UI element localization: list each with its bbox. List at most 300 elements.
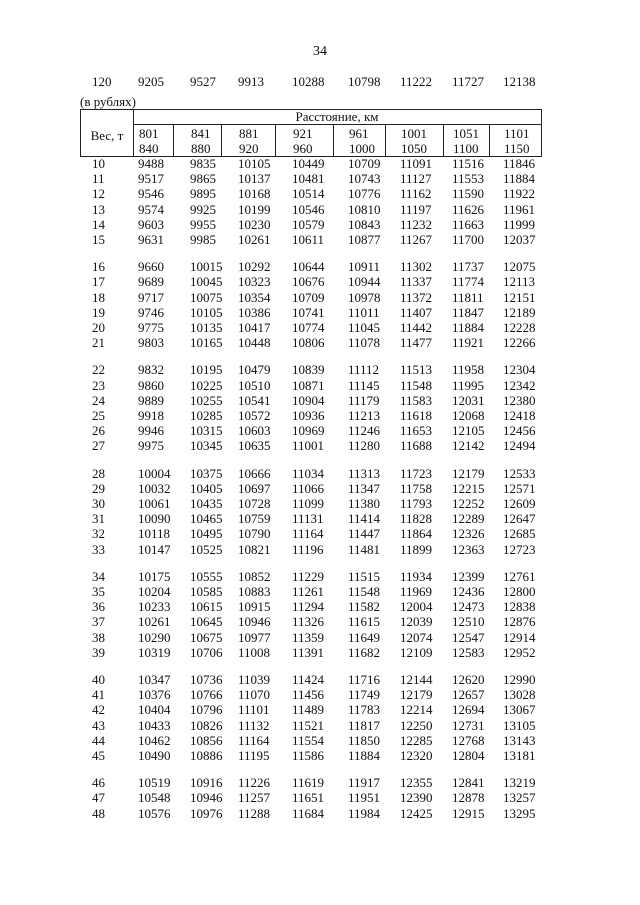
price-cell: 12915 — [452, 805, 485, 821]
price-cell: 10555 — [190, 568, 223, 584]
price-cell: 10075 — [190, 289, 223, 305]
table-row — [0, 790, 640, 806]
price-cell: 12179 — [452, 465, 485, 481]
price-cell: 12113 — [503, 274, 536, 290]
price-cell: 9546 — [138, 186, 164, 202]
price-cell: 11145 — [348, 377, 380, 393]
price-cell: 11749 — [348, 687, 381, 703]
price-cell: 11359 — [292, 629, 325, 645]
weight-cell: 11 — [92, 171, 105, 187]
price-cell: 12031 — [452, 392, 485, 408]
price-cell: 10354 — [238, 289, 271, 305]
price-cell: 11261 — [292, 584, 325, 599]
weight-cell: 21 — [92, 335, 105, 351]
range-to: 1100 — [453, 141, 479, 156]
price-cell: 13181 — [503, 748, 536, 763]
table-header — [80, 109, 542, 157]
price-cell: 11828 — [400, 511, 433, 527]
price-cell: 10490 — [138, 748, 171, 763]
price-cell: 11684 — [292, 805, 325, 821]
price-cell: 9925 — [190, 201, 216, 217]
price-cell: 11280 — [348, 438, 381, 454]
price-cell: 11864 — [400, 526, 433, 542]
table-row — [0, 408, 640, 424]
price-cell: 10465 — [190, 511, 223, 527]
price-cell: 12800 — [503, 584, 536, 599]
price-cell: 10644 — [292, 259, 325, 275]
distance-range-header — [349, 126, 375, 156]
price-cell: 12456 — [503, 423, 536, 439]
range-from: 921 — [293, 126, 313, 141]
price-cell: 10147 — [138, 541, 171, 557]
price-cell: 10204 — [138, 584, 171, 599]
price-cell: 10904 — [292, 392, 325, 408]
table-row — [0, 171, 640, 187]
price-cell: 11521 — [292, 717, 325, 733]
price-cell: 10976 — [190, 805, 223, 821]
table-row — [0, 232, 640, 248]
price-cell: 11489 — [292, 702, 325, 718]
price-cell: 12657 — [452, 687, 485, 703]
price-cell: 11515 — [348, 568, 381, 584]
range-to: 920 — [239, 141, 259, 156]
price-cell: 10118 — [138, 526, 171, 542]
price-cell: 11347 — [348, 480, 381, 496]
weight-header: Вес, т — [90, 128, 124, 143]
price-cell: 11078 — [348, 335, 381, 351]
price-cell: 9835 — [190, 156, 216, 171]
price-cell: 11257 — [238, 790, 271, 806]
continued-table-row — [0, 74, 640, 90]
price-cell: 11758 — [400, 480, 433, 496]
price-cell: 9603 — [138, 216, 164, 232]
table-row — [0, 733, 640, 749]
price-cell: 10741 — [292, 304, 325, 320]
price-cell: 10261 — [138, 614, 171, 630]
price-cell: 10852 — [238, 568, 271, 584]
price-cell: 10706 — [190, 644, 223, 660]
weight-cell: 47 — [92, 790, 105, 806]
price-cell: 12731 — [452, 717, 485, 733]
price-cell: 11066 — [292, 480, 325, 496]
price-cell: 10944 — [348, 274, 381, 290]
price-cell: 10375 — [190, 465, 223, 481]
price-cell: 12694 — [452, 702, 485, 718]
price-cell: 12004 — [400, 599, 433, 615]
price-cell: 12494 — [503, 438, 536, 454]
price-cell: 12075 — [503, 259, 536, 275]
table-row — [0, 290, 640, 306]
price-cell: 10137 — [238, 171, 271, 187]
price-cell: 11583 — [400, 392, 433, 408]
price-cell: 10728 — [238, 496, 271, 511]
table-row — [0, 496, 640, 512]
price-cell: 10776 — [348, 186, 381, 202]
price-cell: 9832 — [138, 362, 164, 378]
price-cell: 10936 — [292, 408, 325, 423]
price-cell: 9775 — [138, 320, 164, 335]
distance-range-header — [401, 126, 427, 156]
price-cell: 9889 — [138, 392, 164, 408]
weight-cell: 17 — [92, 274, 105, 290]
price-cell: 10525 — [190, 541, 223, 557]
price-cell: 12876 — [503, 614, 536, 630]
price-cell: 10175 — [138, 568, 171, 584]
price-cell: 10449 — [292, 156, 325, 171]
column-separator — [385, 124, 386, 156]
price-cell: 10675 — [190, 629, 223, 645]
price-cell: 11516 — [452, 156, 485, 171]
price-cell: 11442 — [400, 320, 433, 335]
price-cell: 11001 — [292, 438, 325, 454]
table-row — [0, 806, 640, 822]
column-separator — [333, 124, 334, 156]
price-cell: 10611 — [292, 232, 325, 247]
price-cell: 10676 — [292, 274, 325, 290]
price-cell: 12252 — [452, 496, 485, 511]
price-cell: 11934 — [400, 568, 433, 584]
price-cell: 11553 — [452, 171, 485, 187]
price-cell: 10978 — [348, 289, 381, 305]
price-cell: 11548 — [400, 377, 433, 393]
price-cell: 10603 — [238, 423, 271, 439]
table-row — [0, 423, 640, 439]
price-cell: 12068 — [452, 408, 485, 423]
price-cell: 10255 — [190, 392, 223, 408]
price-cell: 11783 — [348, 702, 381, 718]
price-cell: 10548 — [138, 790, 171, 806]
price-cell: 10285 — [190, 408, 223, 423]
price-cell: 10045 — [190, 274, 223, 290]
price-cell: 10821 — [238, 541, 271, 557]
table-row — [0, 775, 640, 791]
price-cell: 11447 — [348, 526, 381, 542]
weight-cell: 46 — [92, 775, 105, 791]
range-from: 841 — [191, 126, 211, 141]
price-cell: 10806 — [292, 335, 325, 351]
price-cell: 10635 — [238, 438, 271, 454]
price-cell: 11688 — [400, 438, 433, 454]
price-cell: 11197 — [400, 201, 432, 217]
price-cell: 11917 — [348, 775, 381, 791]
weight-cell: 43 — [92, 717, 105, 733]
price-cell: 11984 — [348, 805, 381, 821]
price-cell: 9205 — [138, 74, 164, 89]
price-cell: 11196 — [292, 541, 324, 557]
price-cell: 9895 — [190, 186, 216, 202]
price-cell: 10514 — [292, 186, 325, 202]
price-cell: 12583 — [452, 644, 485, 660]
table-row — [0, 630, 640, 646]
price-cell: 11414 — [348, 511, 381, 527]
table-row — [0, 186, 640, 202]
table-row — [0, 335, 640, 351]
price-cell: 11164 — [292, 526, 324, 542]
price-cell: 11554 — [292, 732, 325, 748]
price-cell: 10915 — [238, 599, 271, 615]
price-cell: 12609 — [503, 496, 536, 511]
price-cell: 11615 — [348, 614, 381, 630]
distance-range-header — [139, 126, 159, 156]
price-cell: 9527 — [190, 74, 216, 89]
price-cell: 11424 — [292, 672, 325, 687]
price-cell: 10572 — [238, 408, 271, 423]
price-cell: 9717 — [138, 289, 164, 305]
price-cell: 12571 — [503, 480, 536, 496]
price-cell: 11162 — [400, 186, 432, 202]
price-cell: 11091 — [400, 156, 433, 171]
price-cell: 12250 — [400, 717, 433, 733]
price-cell: 10105 — [190, 304, 223, 320]
distance-range-header — [293, 126, 313, 156]
price-cell: 10946 — [238, 614, 271, 630]
weight-cell: 120 — [92, 74, 112, 89]
range-from: 1001 — [401, 126, 427, 141]
price-cell: 10015 — [190, 259, 223, 275]
price-cell: 11477 — [400, 335, 433, 351]
price-cell: 11222 — [400, 74, 433, 89]
price-cell: 12326 — [452, 526, 485, 542]
price-cell: 11969 — [400, 584, 433, 599]
weight-cell: 13 — [92, 201, 105, 217]
price-cell: 11723 — [400, 465, 433, 481]
price-cell: 11101 — [238, 702, 270, 718]
table-row — [0, 672, 640, 688]
price-cell: 10766 — [190, 687, 223, 703]
price-cell: 10709 — [348, 156, 381, 171]
price-cell: 11958 — [452, 362, 485, 378]
weight-cell: 22 — [92, 362, 105, 378]
price-cell: 13067 — [503, 702, 536, 718]
price-cell: 10886 — [190, 748, 223, 763]
price-cell: 11302 — [400, 259, 433, 275]
weight-cell: 31 — [92, 511, 105, 527]
price-cell: 10230 — [238, 216, 271, 232]
range-from: 881 — [239, 126, 259, 141]
weight-cell: 20 — [92, 320, 105, 335]
price-cell: 11337 — [400, 274, 433, 290]
price-cell: 11380 — [348, 496, 381, 511]
table-row — [0, 156, 640, 172]
table-row — [0, 378, 640, 394]
range-to: 840 — [139, 141, 159, 156]
price-cell: 11407 — [400, 304, 433, 320]
price-cell: 10481 — [292, 171, 325, 187]
table-row — [0, 599, 640, 615]
price-cell: 11999 — [503, 216, 536, 232]
price-cell: 12179 — [400, 687, 433, 703]
price-cell: 11070 — [238, 687, 271, 703]
price-cell: 12037 — [503, 232, 536, 247]
price-cell: 11045 — [348, 320, 381, 335]
table-row — [0, 466, 640, 482]
price-cell: 11548 — [348, 584, 381, 599]
price-cell: 13143 — [503, 732, 536, 748]
price-cell: 11793 — [400, 496, 433, 511]
table-row — [0, 481, 640, 497]
price-cell: 11456 — [292, 687, 325, 703]
price-cell: 10977 — [238, 629, 271, 645]
table-row — [0, 362, 640, 378]
price-cell: 11582 — [348, 599, 381, 615]
price-cell: 11899 — [400, 541, 433, 557]
price-cell: 12320 — [400, 748, 433, 763]
range-to: 960 — [293, 141, 313, 156]
price-cell: 12215 — [452, 480, 485, 496]
price-cell: 12109 — [400, 644, 433, 660]
price-cell: 12418 — [503, 408, 536, 423]
weight-cell: 38 — [92, 629, 105, 645]
weight-cell: 26 — [92, 423, 105, 439]
table-row — [0, 393, 640, 409]
distance-range-header — [239, 126, 259, 156]
table-row — [0, 259, 640, 275]
price-cell: 11034 — [292, 465, 325, 481]
price-cell: 11229 — [292, 568, 325, 584]
table-row — [0, 614, 640, 630]
price-cell: 10798 — [348, 74, 381, 89]
unit-label: (в рублях) — [80, 94, 136, 109]
price-cell: 11226 — [238, 775, 271, 791]
price-cell: 11112 — [348, 362, 380, 378]
price-cell: 12723 — [503, 541, 536, 557]
table-row — [0, 274, 640, 290]
page-number: 34 — [313, 44, 327, 59]
price-cell: 9955 — [190, 216, 216, 232]
price-cell: 10877 — [348, 232, 381, 247]
price-cell: 11850 — [348, 732, 381, 748]
weight-cell: 48 — [92, 805, 105, 821]
weight-cell: 35 — [92, 584, 105, 599]
price-cell: 10195 — [190, 362, 223, 378]
weight-cell: 41 — [92, 687, 105, 703]
price-cell: 12138 — [503, 74, 536, 89]
price-cell: 11590 — [452, 186, 485, 202]
price-cell: 12804 — [452, 748, 485, 763]
price-cell: 10911 — [348, 259, 381, 275]
price-cell: 11372 — [400, 289, 433, 305]
price-cell: 10796 — [190, 702, 223, 718]
price-cell: 10843 — [348, 216, 381, 232]
price-cell: 10417 — [238, 320, 271, 335]
column-separator — [443, 124, 444, 156]
weight-cell: 28 — [92, 465, 105, 481]
price-cell: 9689 — [138, 274, 164, 290]
price-cell: 10759 — [238, 511, 271, 527]
price-cell: 11663 — [452, 216, 485, 232]
weight-cell: 44 — [92, 732, 105, 748]
price-cell: 9488 — [138, 156, 164, 171]
price-cell: 11653 — [400, 423, 433, 439]
price-cell: 12768 — [452, 732, 485, 748]
price-cell: 11131 — [292, 511, 324, 527]
price-cell: 12878 — [452, 790, 485, 806]
table-row — [0, 687, 640, 703]
price-cell: 10386 — [238, 304, 271, 320]
price-cell: 11700 — [452, 232, 485, 247]
weight-cell: 14 — [92, 216, 105, 232]
price-cell: 11246 — [348, 423, 381, 439]
weight-cell: 30 — [92, 496, 105, 511]
column-separator — [221, 124, 222, 156]
price-cell: 12151 — [503, 289, 536, 305]
price-cell: 9913 — [238, 74, 264, 89]
price-cell: 12266 — [503, 335, 536, 351]
table-row — [0, 569, 640, 585]
price-cell: 10585 — [190, 584, 223, 599]
price-cell: 12473 — [452, 599, 485, 615]
price-cell: 11619 — [292, 775, 325, 791]
price-cell: 10448 — [238, 335, 271, 351]
price-cell: 11127 — [400, 171, 432, 187]
price-cell: 9985 — [190, 232, 216, 247]
price-cell: 10435 — [190, 496, 223, 511]
price-cell: 12214 — [400, 702, 433, 718]
price-cell: 11884 — [452, 320, 485, 335]
price-cell: 9746 — [138, 304, 164, 320]
weight-cell: 32 — [92, 526, 105, 542]
price-cell: 11232 — [400, 216, 433, 232]
price-cell: 11817 — [348, 717, 381, 733]
price-cell: 10290 — [138, 629, 171, 645]
price-cell: 10546 — [292, 201, 325, 217]
price-cell: 10916 — [190, 775, 223, 791]
price-cell: 11294 — [292, 599, 325, 615]
table-row — [0, 526, 640, 542]
price-cell: 10404 — [138, 702, 171, 718]
price-cell: 11039 — [238, 672, 271, 687]
price-cell: 10839 — [292, 362, 325, 378]
table-row — [0, 748, 640, 764]
price-cell: 9660 — [138, 259, 164, 275]
price-cell: 10495 — [190, 526, 223, 542]
range-from: 1051 — [453, 126, 479, 141]
price-cell: 10871 — [292, 377, 325, 393]
price-cell: 9517 — [138, 171, 164, 187]
price-cell: 10510 — [238, 377, 271, 393]
price-cell: 10736 — [190, 672, 223, 687]
price-cell: 11132 — [238, 717, 270, 733]
price-cell: 10315 — [190, 423, 223, 439]
distance-range-header — [504, 126, 530, 156]
price-cell: 11011 — [348, 304, 380, 320]
price-cell: 12142 — [452, 438, 485, 454]
price-cell: 9803 — [138, 335, 164, 351]
price-cell: 11811 — [452, 289, 484, 305]
table-row — [0, 702, 640, 718]
price-cell: 10233 — [138, 599, 171, 615]
price-cell: 12355 — [400, 775, 433, 791]
price-cell: 10032 — [138, 480, 171, 496]
price-cell: 11951 — [348, 790, 381, 806]
price-cell: 12285 — [400, 732, 433, 748]
weight-cell: 23 — [92, 377, 105, 393]
weight-cell: 39 — [92, 644, 105, 660]
table-row — [0, 202, 640, 218]
price-cell: 12647 — [503, 511, 536, 527]
weight-cell: 18 — [92, 289, 105, 305]
price-cell: 12390 — [400, 790, 433, 806]
price-cell: 10969 — [292, 423, 325, 439]
price-cell: 12533 — [503, 465, 536, 481]
price-cell: 12436 — [452, 584, 485, 599]
price-cell: 10199 — [238, 201, 271, 217]
price-cell: 10165 — [190, 335, 223, 351]
price-cell: 10090 — [138, 511, 171, 527]
table-row — [0, 542, 640, 558]
table-row — [0, 718, 640, 734]
price-cell: 12039 — [400, 614, 433, 630]
